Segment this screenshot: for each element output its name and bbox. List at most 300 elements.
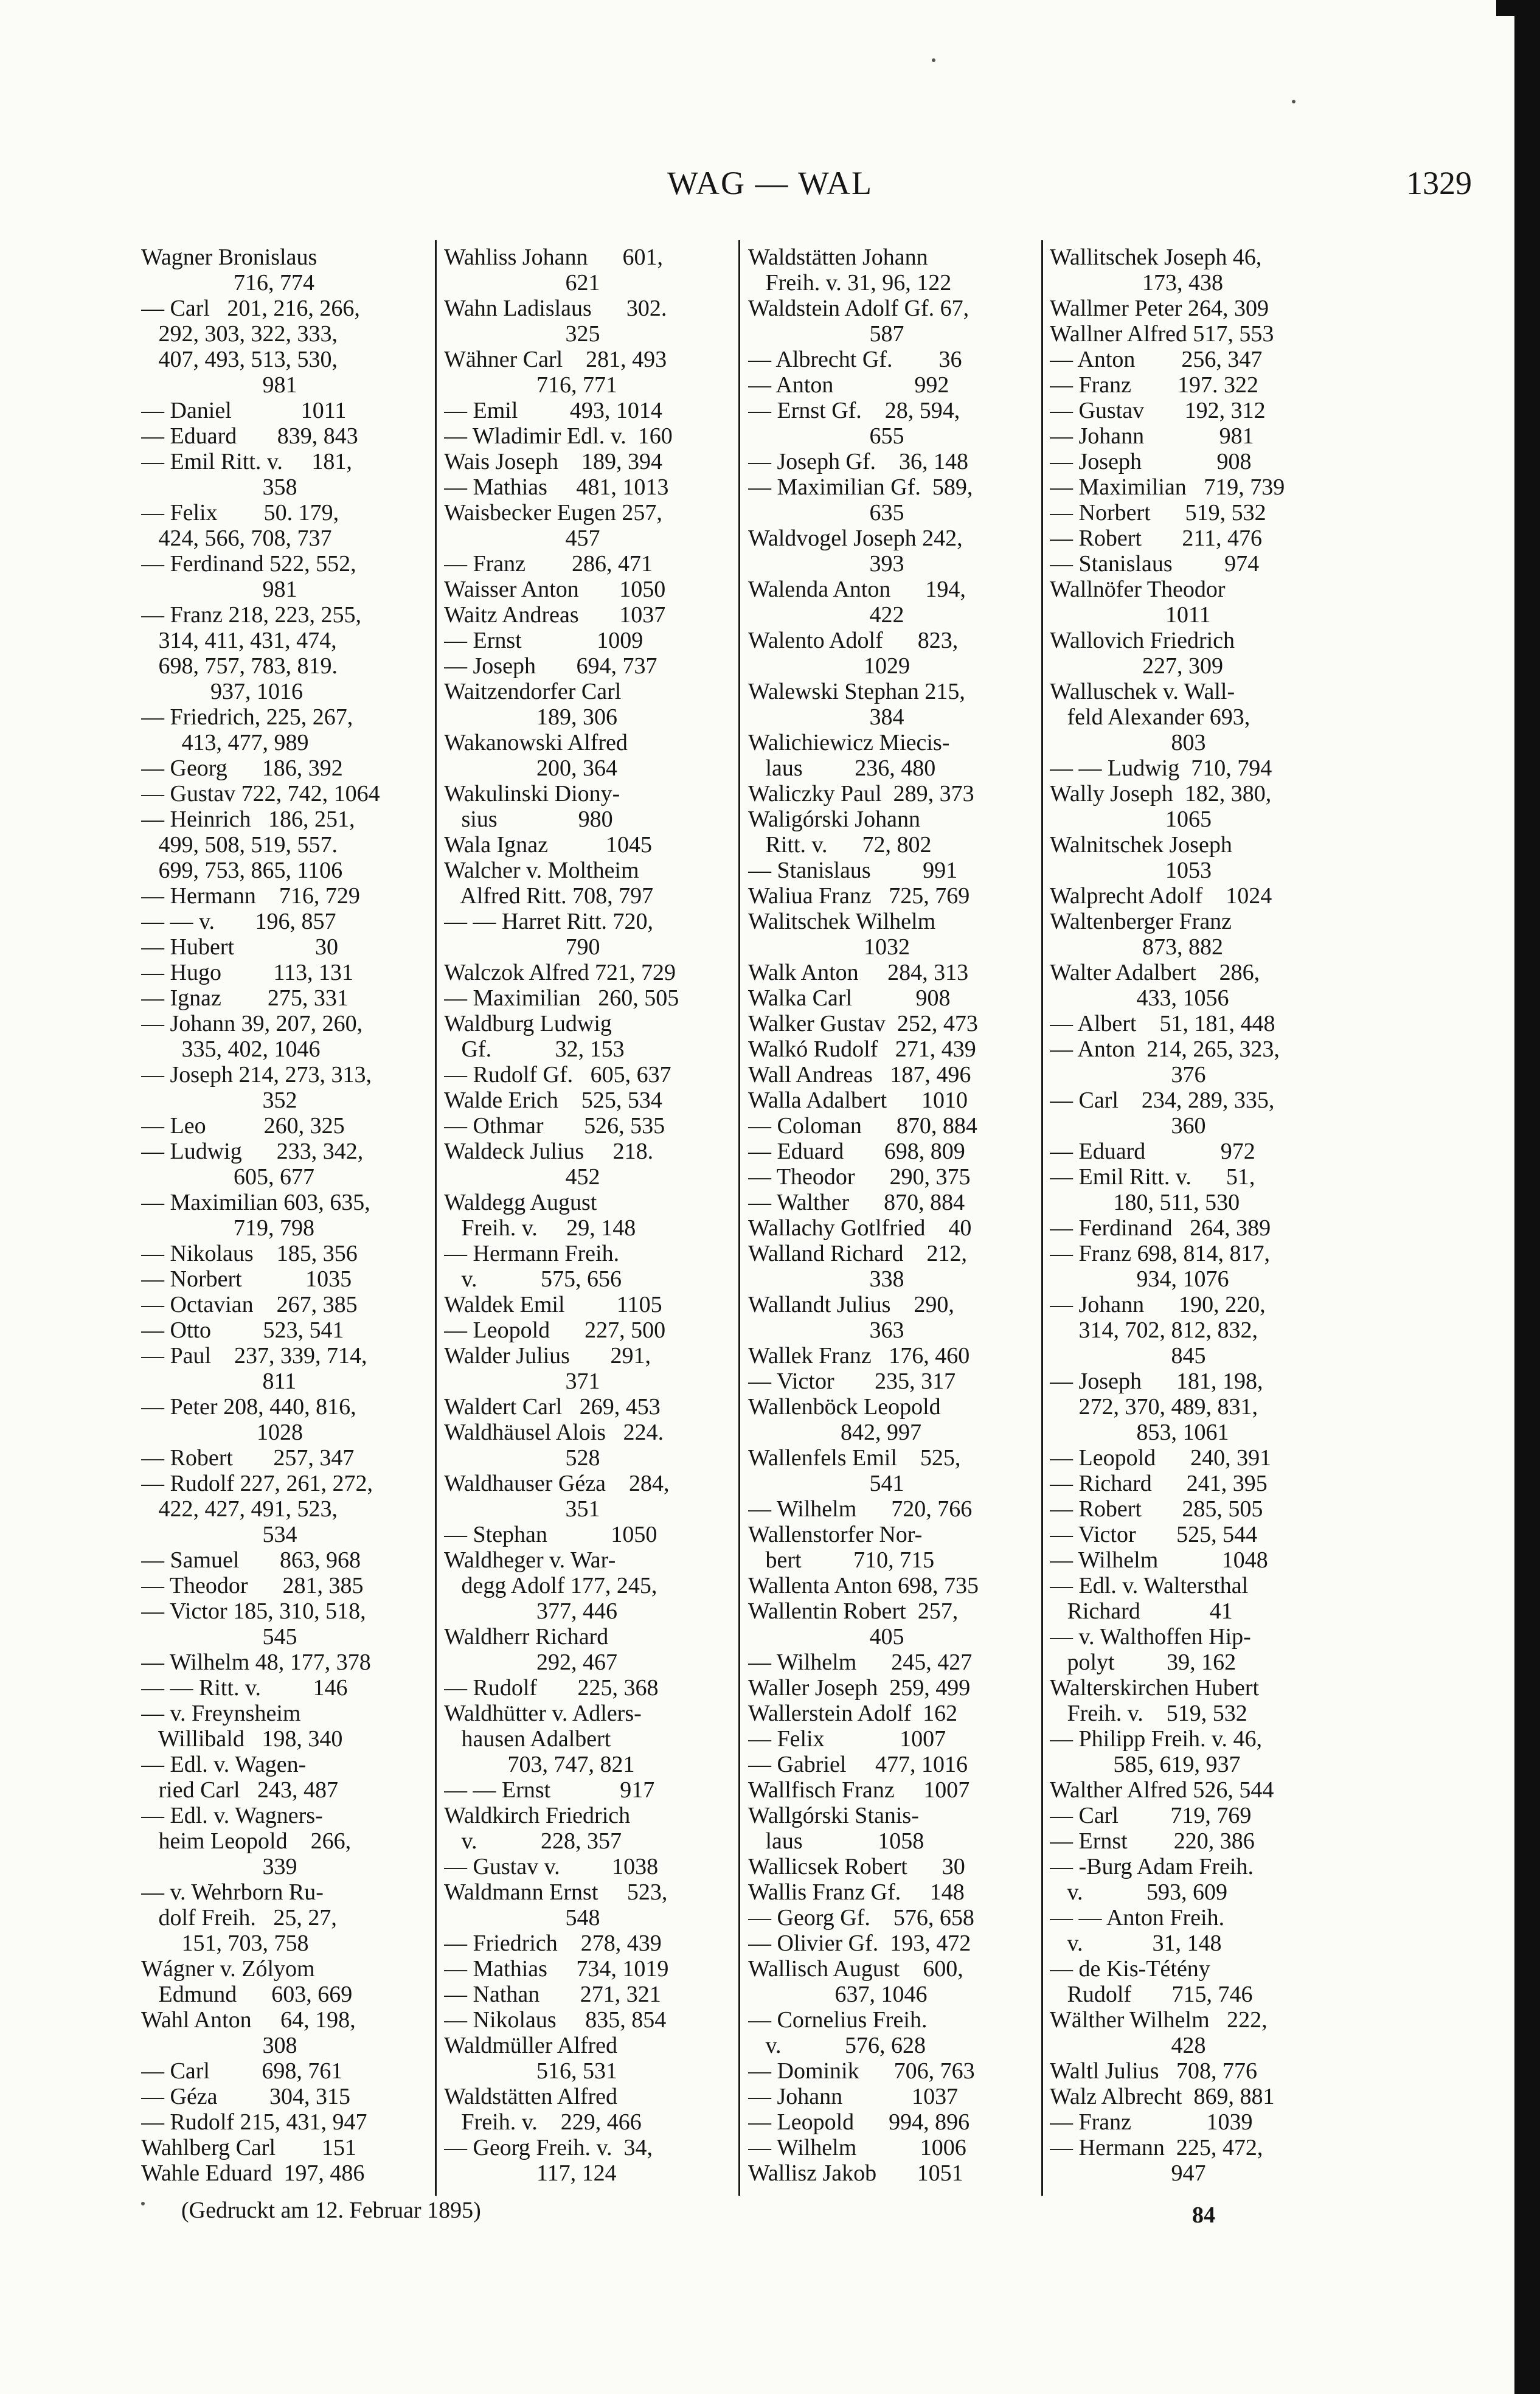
index-entry-line: — Stanislaus 991: [748, 858, 958, 883]
index-entry-line: 292, 467: [444, 1650, 617, 1675]
index-entry-line: Wallnöfer Theodor: [1050, 577, 1226, 602]
index-entry-line: — Wilhelm 48, 177, 378: [141, 1650, 371, 1675]
index-entry-line: — Carl 719, 769: [1050, 1803, 1252, 1828]
index-entry-line: Waliczky Paul 289, 373: [748, 781, 974, 807]
index-entry-line: 422: [748, 602, 904, 628]
index-entry-line: 845: [1050, 1343, 1206, 1369]
scan-speck: [141, 2202, 145, 2205]
index-entry-line: — Victor 235, 317: [748, 1369, 956, 1394]
index-entry-line: — Edl. v. Waltersthal: [1050, 1573, 1249, 1598]
index-entry-line: — Hermann 225, 472,: [1050, 2135, 1263, 2160]
index-entry-line: — Johann 190, 220,: [1050, 1292, 1266, 1317]
index-entry-line: Freih. v. 229, 466: [444, 2109, 642, 2135]
index-entry-line: 587: [748, 321, 904, 347]
index-entry-line: Freih. v. 519, 532: [1050, 1701, 1247, 1726]
index-entry-line: Walkó Rudolf 271, 439: [748, 1036, 976, 1062]
index-entry-line: 422, 427, 491, 523,: [141, 1496, 338, 1522]
index-entry-line: Wagner Bronislaus: [141, 245, 317, 270]
index-entry-line: Waldegg August: [444, 1190, 597, 1215]
index-entry-line: 621: [444, 270, 600, 296]
index-entry-line: — Gustav 722, 742, 1064: [141, 781, 380, 807]
index-entry-line: — Johann 1037: [748, 2084, 959, 2109]
index-entry-line: 325: [444, 321, 600, 347]
index-entry-line: — Norbert 1035: [141, 1266, 352, 1292]
index-entry-line: — Friedrich 278, 439: [444, 1931, 662, 1956]
scan-speck: [1292, 100, 1295, 103]
index-column-1: [141, 245, 421, 2197]
index-entry-line: — Richard 241, 395: [1050, 1471, 1268, 1496]
index-entry-line: 981: [141, 577, 297, 602]
index-entry-line: — Carl 234, 289, 335,: [1050, 1088, 1275, 1113]
index-entry-line: — Hubert 30: [141, 934, 339, 960]
index-entry-line: — v. Walthoffen Hip-: [1050, 1624, 1251, 1650]
index-entry-line: — Edl. v. Wagen-: [141, 1752, 307, 1777]
index-entry-line: 371: [444, 1369, 600, 1394]
index-entry-line: Walenda Anton 194,: [748, 577, 966, 602]
index-entry-line: 499, 508, 519, 557.: [141, 832, 338, 858]
index-entry-line: — Ernst Gf. 28, 594,: [748, 398, 960, 423]
index-entry-line: 457: [444, 526, 600, 551]
index-entry-line: 635: [748, 500, 904, 526]
index-entry-line: — Cornelius Freih.: [748, 2007, 928, 2033]
scan-speck: [932, 58, 935, 62]
index-entry-line: Wahl Anton 64, 198,: [141, 2007, 356, 2033]
index-entry-line: — Eduard 839, 843: [141, 423, 358, 449]
index-entry-line: — Walther 870, 884: [748, 1190, 965, 1215]
index-entry-line: Walterskirchen Hubert: [1050, 1675, 1260, 1701]
index-entry-line: 308: [141, 2033, 297, 2058]
index-entry-line: 1032: [748, 934, 910, 960]
index-entry-line: Walka Carl 908: [748, 985, 951, 1011]
index-entry-line: 981: [141, 372, 297, 398]
index-entry-line: 716, 774: [141, 270, 314, 296]
index-entry-line: Freih. v. 31, 96, 122: [748, 270, 952, 296]
index-entry-line: — Samuel 863, 968: [141, 1547, 361, 1573]
index-entry-line: sius 980: [444, 807, 613, 832]
index-entry-line: — Maximilian 260, 505: [444, 985, 679, 1011]
index-entry-line: — Robert 211, 476: [1050, 526, 1263, 551]
index-entry-line: 853, 1061: [1050, 1420, 1229, 1445]
index-entry-line: v. 576, 628: [748, 2033, 926, 2058]
index-entry-line: Waldhütter v. Adlers-: [444, 1701, 642, 1726]
index-entry-line: 338: [748, 1266, 904, 1292]
index-entry-line: — — Ritt. v. 146: [141, 1675, 348, 1701]
index-entry-line: Wallenfels Emil 525,: [748, 1445, 961, 1471]
index-entry-line: — Dominik 706, 763: [748, 2058, 975, 2084]
index-entry-line: — Albert 51, 181, 448: [1050, 1011, 1275, 1036]
index-entry-line: Waldstein Adolf Gf. 67,: [748, 296, 969, 321]
index-entry-line: Waitz Andreas 1037: [444, 602, 666, 628]
column-divider: [738, 240, 740, 2196]
index-entry-line: 180, 511, 530: [1050, 1190, 1240, 1215]
index-entry-line: Wallner Alfred 517, 553: [1050, 321, 1274, 347]
index-entry-line: 384: [748, 704, 904, 730]
index-entry-line: Waldek Emil 1105: [444, 1292, 662, 1317]
index-entry-line: — Gustav 192, 312: [1050, 398, 1266, 423]
index-entry-line: 947: [1050, 2160, 1206, 2186]
index-entry-line: 790: [444, 934, 600, 960]
index-entry-line: — Carl 698, 761: [141, 2058, 343, 2084]
index-entry-line: 433, 1056: [1050, 985, 1229, 1011]
index-entry-line: — Friedrich, 225, 267,: [141, 704, 353, 730]
index-entry-line: Waldmüller Alfred: [444, 2033, 618, 2058]
index-entry-line: 189, 306: [444, 704, 617, 730]
index-entry-line: Walcher v. Moltheim: [444, 858, 639, 883]
index-entry-line: 358: [141, 474, 297, 500]
index-entry-line: Walluschek v. Wall-: [1050, 679, 1235, 704]
index-entry-line: — -Burg Adam Freih.: [1050, 1854, 1254, 1879]
index-entry-line: Waltenberger Franz: [1050, 909, 1232, 934]
index-entry-line: — Heinrich 186, 251,: [141, 807, 355, 832]
index-entry-line: — Otto 523, 541: [141, 1317, 344, 1343]
index-entry-line: — v. Wehrborn Ru-: [141, 1879, 324, 1905]
index-entry-line: — Maximilian 719, 739: [1050, 474, 1285, 500]
index-entry-line: Waller Joseph 259, 499: [748, 1675, 971, 1701]
index-entry-line: 1011: [1050, 602, 1211, 628]
index-entry-line: 637, 1046: [748, 1982, 928, 2007]
index-entry-line: v. 593, 609: [1050, 1879, 1228, 1905]
scan-border-top: [1496, 0, 1540, 16]
index-entry-line: 937, 1016: [141, 679, 303, 704]
index-entry-line: — Wladimir Edl. v. 160: [444, 423, 673, 449]
index-entry-line: — Felix 50. 179,: [141, 500, 339, 526]
index-entry-line: 335, 402, 1046: [141, 1036, 321, 1062]
index-entry-line: Richard 41: [1050, 1598, 1233, 1624]
index-entry-line: — Eduard 698, 809: [748, 1139, 965, 1164]
index-entry-line: — Theodor 281, 385: [141, 1573, 364, 1598]
index-entry-line: Waldert Carl 269, 453: [444, 1394, 661, 1420]
index-entry-line: — Hugo 113, 131: [141, 960, 354, 985]
index-entry-line: 842, 997: [748, 1420, 921, 1445]
index-entry-line: — Géza 304, 315: [141, 2084, 351, 2109]
index-entry-line: — — v. 196, 857: [141, 909, 336, 934]
index-entry-line: Waldmann Ernst 523,: [444, 1879, 668, 1905]
index-entry-line: — Wilhelm 720, 766: [748, 1496, 973, 1522]
index-entry-line: 585, 619, 937: [1050, 1752, 1241, 1777]
index-entry-line: 151, 703, 758: [141, 1931, 309, 1956]
index-entry-line: — Wilhelm 1048: [1050, 1547, 1268, 1573]
index-entry-line: — Leopold 240, 391: [1050, 1445, 1272, 1471]
index-entry-line: Waldvogel Joseph 242,: [748, 526, 963, 551]
index-entry-line: — Maximilian Gf. 589,: [748, 474, 973, 500]
index-entry-line: ried Carl 243, 487: [141, 1777, 339, 1803]
index-entry-line: Wall Andreas 187, 496: [748, 1062, 971, 1088]
index-entry-line: v. 575, 656: [444, 1266, 622, 1292]
index-entry-line: — Norbert 519, 532: [1050, 500, 1266, 526]
index-entry-line: Ritt. v. 72, 802: [748, 832, 932, 858]
index-entry-line: — Victor 185, 310, 518,: [141, 1598, 366, 1624]
index-entry-line: — Franz 1039: [1050, 2109, 1253, 2135]
index-entry-line: 699, 753, 865, 1106: [141, 858, 343, 883]
index-entry-line: Walker Gustav 252, 473: [748, 1011, 978, 1036]
index-entry-line: Waldburg Ludwig: [444, 1011, 612, 1036]
print-date-note: (Gedruckt am 12. Februar 1895): [181, 2198, 481, 2223]
index-column-2: [444, 245, 737, 2197]
index-entry-line: Wähner Carl 281, 493: [444, 347, 667, 372]
index-entry-line: — Peter 208, 440, 816,: [141, 1394, 356, 1420]
index-entry-line: 541: [748, 1471, 904, 1496]
index-entry-line: — Robert 257, 347: [141, 1445, 355, 1471]
index-entry-line: Waltl Julius 708, 776: [1050, 2058, 1258, 2084]
index-entry-line: Walewski Stephan 215,: [748, 679, 965, 704]
index-entry-line: 428: [1050, 2033, 1206, 2058]
index-entry-line: Walk Anton 284, 313: [748, 960, 969, 985]
index-entry-line: Walprecht Adolf 1024: [1050, 883, 1272, 909]
index-entry-line: — Emil 493, 1014: [444, 398, 662, 423]
index-entry-line: Wahliss Johann 601,: [444, 245, 664, 270]
index-entry-line: 719, 798: [141, 1215, 314, 1241]
index-entry-line: hausen Adalbert: [444, 1726, 611, 1752]
index-entry-line: — Joseph 214, 273, 313,: [141, 1062, 372, 1088]
index-entry-line: Waldhäusel Alois 224.: [444, 1420, 664, 1445]
index-entry-line: 272, 370, 489, 831,: [1050, 1394, 1258, 1420]
index-entry-line: Wallovich Friedrich: [1050, 628, 1235, 653]
index-entry-line: — Leopold 227, 500: [444, 1317, 666, 1343]
index-entry-line: — Ferdinand 264, 389: [1050, 1215, 1271, 1241]
index-entry-line: Waisser Anton 1050: [444, 577, 666, 602]
index-entry-line: Waligórski Johann: [748, 807, 920, 832]
index-entry-line: 407, 493, 513, 530,: [141, 347, 338, 372]
index-entry-line: bert 710, 715: [748, 1547, 935, 1573]
index-entry-line: Walther Alfred 526, 544: [1050, 1777, 1274, 1803]
index-entry-line: 393: [748, 551, 904, 577]
index-entry-line: — Leopold 994, 896: [748, 2109, 970, 2135]
index-entry-line: Walichiewicz Miecis-: [748, 730, 950, 755]
index-entry-line: — Rudolf 215, 431, 947: [141, 2109, 367, 2135]
index-entry-line: Waitzendorfer Carl: [444, 679, 622, 704]
index-entry-line: Wallentin Robert 257,: [748, 1598, 959, 1624]
index-entry-line: — Emil Ritt. v. 51,: [1050, 1164, 1255, 1190]
index-entry-line: Edmund 603, 669: [141, 1982, 353, 2007]
index-entry-line: Gf. 32, 153: [444, 1036, 625, 1062]
index-entry-line: 376: [1050, 1062, 1206, 1088]
index-entry-line: — Nikolaus 185, 356: [141, 1241, 358, 1266]
index-entry-line: — Stephan 1050: [444, 1522, 657, 1547]
index-entry-line: 413, 477, 989: [141, 730, 309, 755]
index-entry-line: Wallisz Jakob 1051: [748, 2160, 963, 2186]
index-entry-line: 545: [141, 1624, 297, 1650]
index-entry-line: 360: [1050, 1113, 1206, 1139]
index-entry-line: — Theodor 290, 375: [748, 1164, 971, 1190]
index-entry-line: Wakanowski Alfred: [444, 730, 628, 755]
page-number: 1329: [1406, 165, 1472, 201]
index-entry-line: Waldherr Richard: [444, 1624, 609, 1650]
index-entry-line: Freih. v. 29, 148: [444, 1215, 636, 1241]
index-entry-line: Waisbecker Eugen 257,: [444, 500, 662, 526]
page-header-title: WAG — WAL: [667, 165, 873, 201]
index-entry-line: — Mathias 481, 1013: [444, 474, 669, 500]
index-entry-line: 339: [141, 1854, 297, 1879]
index-entry-line: laus 236, 480: [748, 755, 936, 781]
index-entry-line: — de Kis-Tétény: [1050, 1956, 1210, 1982]
index-entry-line: laus 1058: [748, 1828, 924, 1854]
index-entry-line: Walter Adalbert 286,: [1050, 960, 1260, 985]
index-entry-line: — Anton 214, 265, 323,: [1050, 1036, 1280, 1062]
index-entry-line: Wallisch August 600,: [748, 1956, 963, 1982]
index-entry-line: — Joseph 908: [1050, 449, 1252, 474]
index-entry-line: Walento Adolf 823,: [748, 628, 959, 653]
index-entry-line: Walde Erich 525, 534: [444, 1088, 662, 1113]
index-entry-line: — Franz 197. 322: [1050, 372, 1259, 398]
index-entry-line: 1053: [1050, 858, 1212, 883]
index-entry-line: — Wilhelm 245, 427: [748, 1650, 973, 1675]
index-entry-line: 352: [141, 1088, 297, 1113]
index-entry-line: 516, 531: [444, 2058, 617, 2084]
index-entry-line: Wallmer Peter 264, 309: [1050, 296, 1269, 321]
index-entry-line: 292, 303, 322, 333,: [141, 321, 338, 347]
index-entry-line: — Ferdinand 522, 552,: [141, 551, 356, 577]
index-entry-line: v. 31, 148: [1050, 1931, 1222, 1956]
index-entry-line: 934, 1076: [1050, 1266, 1229, 1292]
index-entry-line: — Georg Freih. v. 34,: [444, 2135, 653, 2160]
index-entry-line: Wallenböck Leopold: [748, 1394, 941, 1420]
index-entry-line: Waliua Franz 725, 769: [748, 883, 970, 909]
index-entry-line: Wally Joseph 182, 380,: [1050, 781, 1272, 807]
index-entry-line: — Rudolf Gf. 605, 637: [444, 1062, 671, 1088]
index-entry-line: — Felix 1007: [748, 1726, 946, 1752]
index-entry-line: Waldhauser Géza 284,: [444, 1471, 670, 1496]
index-entry-line: — — Ludwig 710, 794: [1050, 755, 1272, 781]
index-entry-line: Wallfisch Franz 1007: [748, 1777, 970, 1803]
index-entry-line: — Mathias 734, 1019: [444, 1956, 669, 1982]
index-entry-line: Walz Albrecht 869, 881: [1050, 2084, 1275, 2109]
index-entry-line: — Carl 201, 216, 266,: [141, 296, 360, 321]
index-entry-line: Walla Adalbert 1010: [748, 1088, 968, 1113]
index-entry-line: 716, 771: [444, 372, 617, 398]
index-entry-line: — v. Freynsheim: [141, 1701, 301, 1726]
index-entry-line: heim Leopold 266,: [141, 1828, 352, 1854]
index-entry-line: — Franz 218, 223, 255,: [141, 602, 362, 628]
index-entry-line: — Joseph Gf. 36, 148: [748, 449, 969, 474]
index-entry-line: Wallis Franz Gf. 148: [748, 1879, 965, 1905]
index-entry-line: — Olivier Gf. 193, 472: [748, 1931, 971, 1956]
index-entry-line: 655: [748, 423, 904, 449]
index-entry-line: — Eduard 972: [1050, 1139, 1255, 1164]
index-entry-line: — Victor 525, 544: [1050, 1522, 1258, 1547]
index-entry-line: — Ludwig 233, 342,: [141, 1139, 364, 1164]
index-entry-line: Walnitschek Joseph: [1050, 832, 1232, 858]
index-entry-line: 548: [444, 1905, 600, 1931]
index-entry-line: — Georg Gf. 576, 658: [748, 1905, 974, 1931]
index-entry-line: Waldstätten Alfred: [444, 2084, 618, 2109]
index-entry-line: — Rudolf 225, 368: [444, 1675, 659, 1701]
index-entry-line: 405: [748, 1624, 904, 1650]
index-entry-line: 377, 446: [444, 1598, 617, 1624]
index-entry-line: Walczok Alfred 721, 729: [444, 960, 676, 985]
index-entry-line: Wala Ignaz 1045: [444, 832, 652, 858]
index-entry-line: Walland Richard 212,: [748, 1241, 967, 1266]
index-entry-line: 605, 677: [141, 1164, 314, 1190]
index-entry-line: Wallenstorfer Nor-: [748, 1522, 923, 1547]
index-entry-line: Wallandt Julius 290,: [748, 1292, 954, 1317]
index-column-4: [1050, 245, 1342, 2197]
index-entry-line: — Ernst 1009: [444, 628, 643, 653]
index-entry-line: 351: [444, 1496, 600, 1522]
index-entry-line: — — Anton Freih.: [1050, 1905, 1225, 1931]
index-entry-line: Rudolf 715, 746: [1050, 1982, 1253, 2007]
index-entry-line: — — Ernst 917: [444, 1777, 655, 1803]
index-entry-line: — Georg 186, 392: [141, 755, 343, 781]
index-entry-line: — Coloman 870, 884: [748, 1113, 977, 1139]
index-entry-line: — Gustav v. 1038: [444, 1854, 659, 1879]
index-entry-line: Waldstätten Johann: [748, 245, 928, 270]
index-entry-line: 528: [444, 1445, 600, 1471]
index-entry-line: — Leo 260, 325: [141, 1113, 345, 1139]
index-entry-line: Wahle Eduard 197, 486: [141, 2160, 365, 2186]
index-entry-line: 314, 702, 812, 832,: [1050, 1317, 1258, 1343]
index-entry-line: — Gabriel 477, 1016: [748, 1752, 968, 1777]
column-divider: [435, 240, 437, 2196]
index-entry-line: polyt 39, 162: [1050, 1650, 1237, 1675]
index-entry-line: — Albrecht Gf. 36: [748, 347, 962, 372]
index-entry-line: — Maximilian 603, 635,: [141, 1190, 370, 1215]
index-entry-line: dolf Freih. 25, 27,: [141, 1905, 337, 1931]
index-entry-line: 363: [748, 1317, 904, 1343]
index-entry-line: — Robert 285, 505: [1050, 1496, 1263, 1522]
index-entry-line: 173, 438: [1050, 270, 1223, 296]
index-column-3: [748, 245, 1034, 2197]
index-entry-line: Waldeck Julius 218.: [444, 1139, 654, 1164]
index-entry-line: — Hermann 716, 729: [141, 883, 360, 909]
index-entry-line: v. 228, 357: [444, 1828, 622, 1854]
index-entry-line: Wallerstein Adolf 162: [748, 1701, 958, 1726]
index-entry-line: Wallitschek Joseph 46,: [1050, 245, 1262, 270]
index-entry-line: — Ignaz 275, 331: [141, 985, 349, 1011]
index-entry-line: — Philipp Freih. v. 46,: [1050, 1726, 1263, 1752]
index-entry-line: Wallenta Anton 698, 735: [748, 1573, 979, 1598]
index-entry-line: Wallachy Gotlfried 40: [748, 1215, 972, 1241]
index-entry-line: 698, 757, 783, 819.: [141, 653, 338, 679]
index-entry-line: 811: [141, 1369, 297, 1394]
index-entry-line: 873, 882: [1050, 934, 1223, 960]
column-divider: [1041, 240, 1043, 2196]
index-entry-line: — Stanislaus 974: [1050, 551, 1260, 577]
index-entry-line: — Daniel 1011: [141, 398, 347, 423]
index-entry-line: — Franz 286, 471: [444, 551, 653, 577]
index-entry-line: Wakulinski Diony-: [444, 781, 620, 807]
index-entry-line: — Joseph 181, 198,: [1050, 1369, 1263, 1394]
sheet-number: 84: [1192, 2202, 1215, 2228]
index-entry-line: Alfred Ritt. 708, 797: [444, 883, 654, 909]
index-entry-line: 452: [444, 1164, 600, 1190]
index-entry-line: — Wilhelm 1006: [748, 2135, 966, 2160]
index-entry-line: — Rudolf 227, 261, 272,: [141, 1471, 373, 1496]
index-entry-line: Wahlberg Carl 151: [141, 2135, 357, 2160]
index-entry-line: 227, 309: [1050, 653, 1223, 679]
index-entry-line: — Edl. v. Wagners-: [141, 1803, 323, 1828]
index-entry-line: Walitschek Wilhelm: [748, 909, 936, 934]
index-entry-line: 314, 411, 431, 474,: [141, 628, 337, 653]
index-entry-line: — Octavian 267, 385: [141, 1292, 358, 1317]
index-entry-line: 117, 124: [444, 2160, 617, 2186]
index-entry-line: Wais Joseph 189, 394: [444, 449, 662, 474]
index-entry-line: — Nikolaus 835, 854: [444, 2007, 667, 2033]
index-entry-line: — Anton 256, 347: [1050, 347, 1263, 372]
index-entry-line: Wahn Ladislaus 302.: [444, 296, 667, 321]
index-entry-line: 703, 747, 821: [444, 1752, 635, 1777]
index-entry-line: — Emil Ritt. v. 181,: [141, 449, 352, 474]
index-entry-line: 1028: [141, 1420, 303, 1445]
index-entry-line: 803: [1050, 730, 1206, 755]
index-entry-line: — Nathan 271, 321: [444, 1982, 661, 2007]
index-entry-line: 534: [141, 1522, 297, 1547]
index-entry-line: Wallicsek Robert 30: [748, 1854, 965, 1879]
index-entry-line: Wágner v. Zólyom: [141, 1956, 315, 1982]
index-entry-line: — Paul 237, 339, 714,: [141, 1343, 367, 1369]
scan-border-right: [1514, 0, 1540, 2394]
index-entry-line: degg Adolf 177, 245,: [444, 1573, 657, 1598]
index-entry-line: — Joseph 694, 737: [444, 653, 657, 679]
